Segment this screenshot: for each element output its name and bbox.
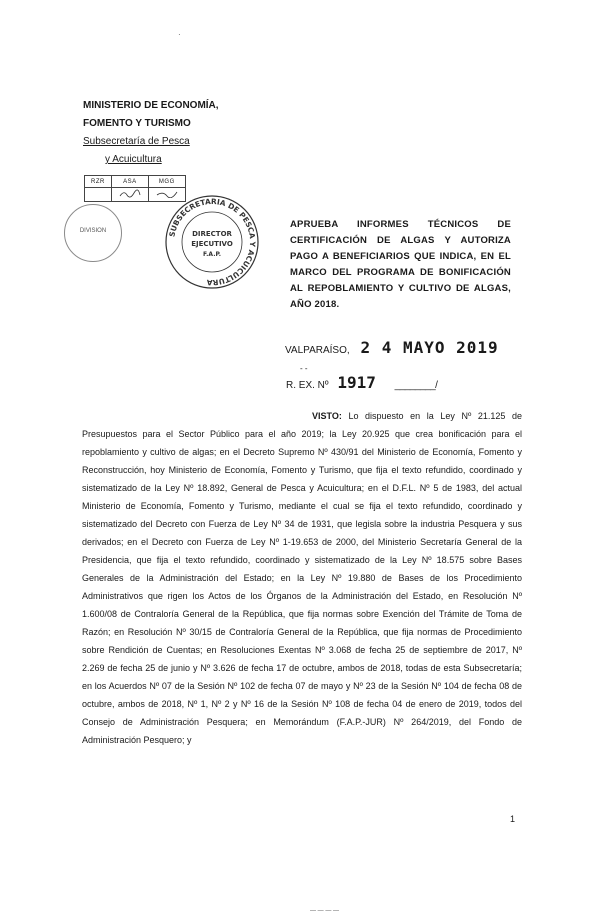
date-line [285,338,499,357]
ministry-line-3: Subsecretaría de Pesca [83,136,190,147]
seal-center-line-1: DIRECTOR [192,230,232,238]
division-stamp-text: DIVISION [79,228,107,234]
ministry-line-2: FOMENTO Y TURISMO [83,118,191,129]
date-label: VALPARAÍSO, [285,345,350,356]
date-stamp: 2 4 MAYO 2019 [360,338,499,357]
ministry-line-4: y Acuicultura [105,154,162,165]
initials-cell: MGG [148,176,185,188]
resolution-number: 1917 [337,373,376,392]
resolution-label: R. EX. Nº [286,380,329,391]
visto-text: Lo dispuesto en la Ley Nº 21.125 de Presupuestos para el Sector Público para el año 2019; la Ley 20.925 que crea bonificación para el repoblamiento y cultivo de algas; en el Decreto Supremo Nº 430/91 del Ministerio de Economía, Fomento y Reconstrucción, hoy Ministerio de Economía, Fomento y Turismo, que fija el texto refundido, coordinado y sistematizado de la Ley Nº 18.892, General de Pesca y Acuicultura; en el D.F.L. Nº 5 de 1983, del actual Ministerio de Economía, Fomento y Turismo, mediante el cual se fija el texto refundido, coordinado y sistematizado del Decreto con Fuerza de Ley Nº 34 de 1931, que legisla sobre la industria Pesquera y sus derivados; en el Decreto con Fuerza de Ley Nº 1-19.653 de 2000, del Ministerio Secretaría General de la Presidencia, que fija el texto refundido, coordinado y sistematizado de la Ley Nº 18.575 sobre Bases Generales de la Administración del Estado; en la Ley Nº 19.880 de Bases de los Procedimiento Administrativos que rigen los Actos de los Órganos de la Administración del Estado, en Resolución Nº 1.600/08 de Contraloría General de la República, que fija normas sobre Exención del Trámite de Toma de Razón; en Resolución Nº 30/15 de Contraloría General de la República, que fija normas de Procedimiento sobre Rendición de Cuentas; en Resoluciones Exentas Nº 3.068 de fecha 25 de septiembre de 2017, Nº 2.269 de fecha 25 de junio y Nº 3.626 de fecha 17 de octubre, ambos de 2018, todas de esta Subsecretaría; en los Acuerdos Nº 07 de la Sesión Nº 102 de fecha 07 de mayo y Nº 23 de la Sesión Nº 104 de fecha 08 de octubre, ambos de 2018, Nº 1, Nº 2 y Nº 16 de la Sesión Nº 108 de fecha 04 de enero de 2019, todos del Consejo de Administración Pesquera; en Memorándum (F.A.P.-JUR) Nº 264/2019, del Fondo de Administración Pesquero; y [82,411,522,745]
resolution-tail: ________/ [394,380,438,391]
initials-cell: ASA [111,176,148,188]
visto-paragraph [82,407,522,749]
signature-icon [118,189,142,198]
official-seal-icon [162,192,262,292]
initials-cell: RZR [85,176,112,188]
initials-signature [111,188,148,202]
page-number: 1 [510,814,516,824]
tick-marks: - - [300,364,308,373]
division-stamp [64,204,122,262]
resolution-number-line [286,373,437,392]
ministry-line-1: MINISTERIO DE ECONOMÍA, [83,100,219,111]
initials-signature [85,188,112,202]
speck-mark: · [178,30,181,39]
bottom-scan-mark: — — — — [310,908,340,914]
resolution-title: APRUEBA INFORMES TÉCNICOS DE CERTIFICACIÓN DE ALGAS Y AUTORIZA PAGO A BENEFICIARIOS QUE INDICA, EN EL MARCO DEL PROGRAMA DE BONIFICACIÓN AL REPOBLAMIENTO Y CULTIVO DE ALGAS, AÑO 2018. [290,219,511,310]
seal-center-line-2: EJECUTIVO [191,240,233,248]
ministry-header [83,97,219,169]
seal-center-line-3: F.A.P. [202,251,222,258]
seal-ring-text: SUBSECRETARIA DE PESCA Y ACUICULTURA [167,196,258,288]
visto-label: VISTO: [312,411,342,421]
